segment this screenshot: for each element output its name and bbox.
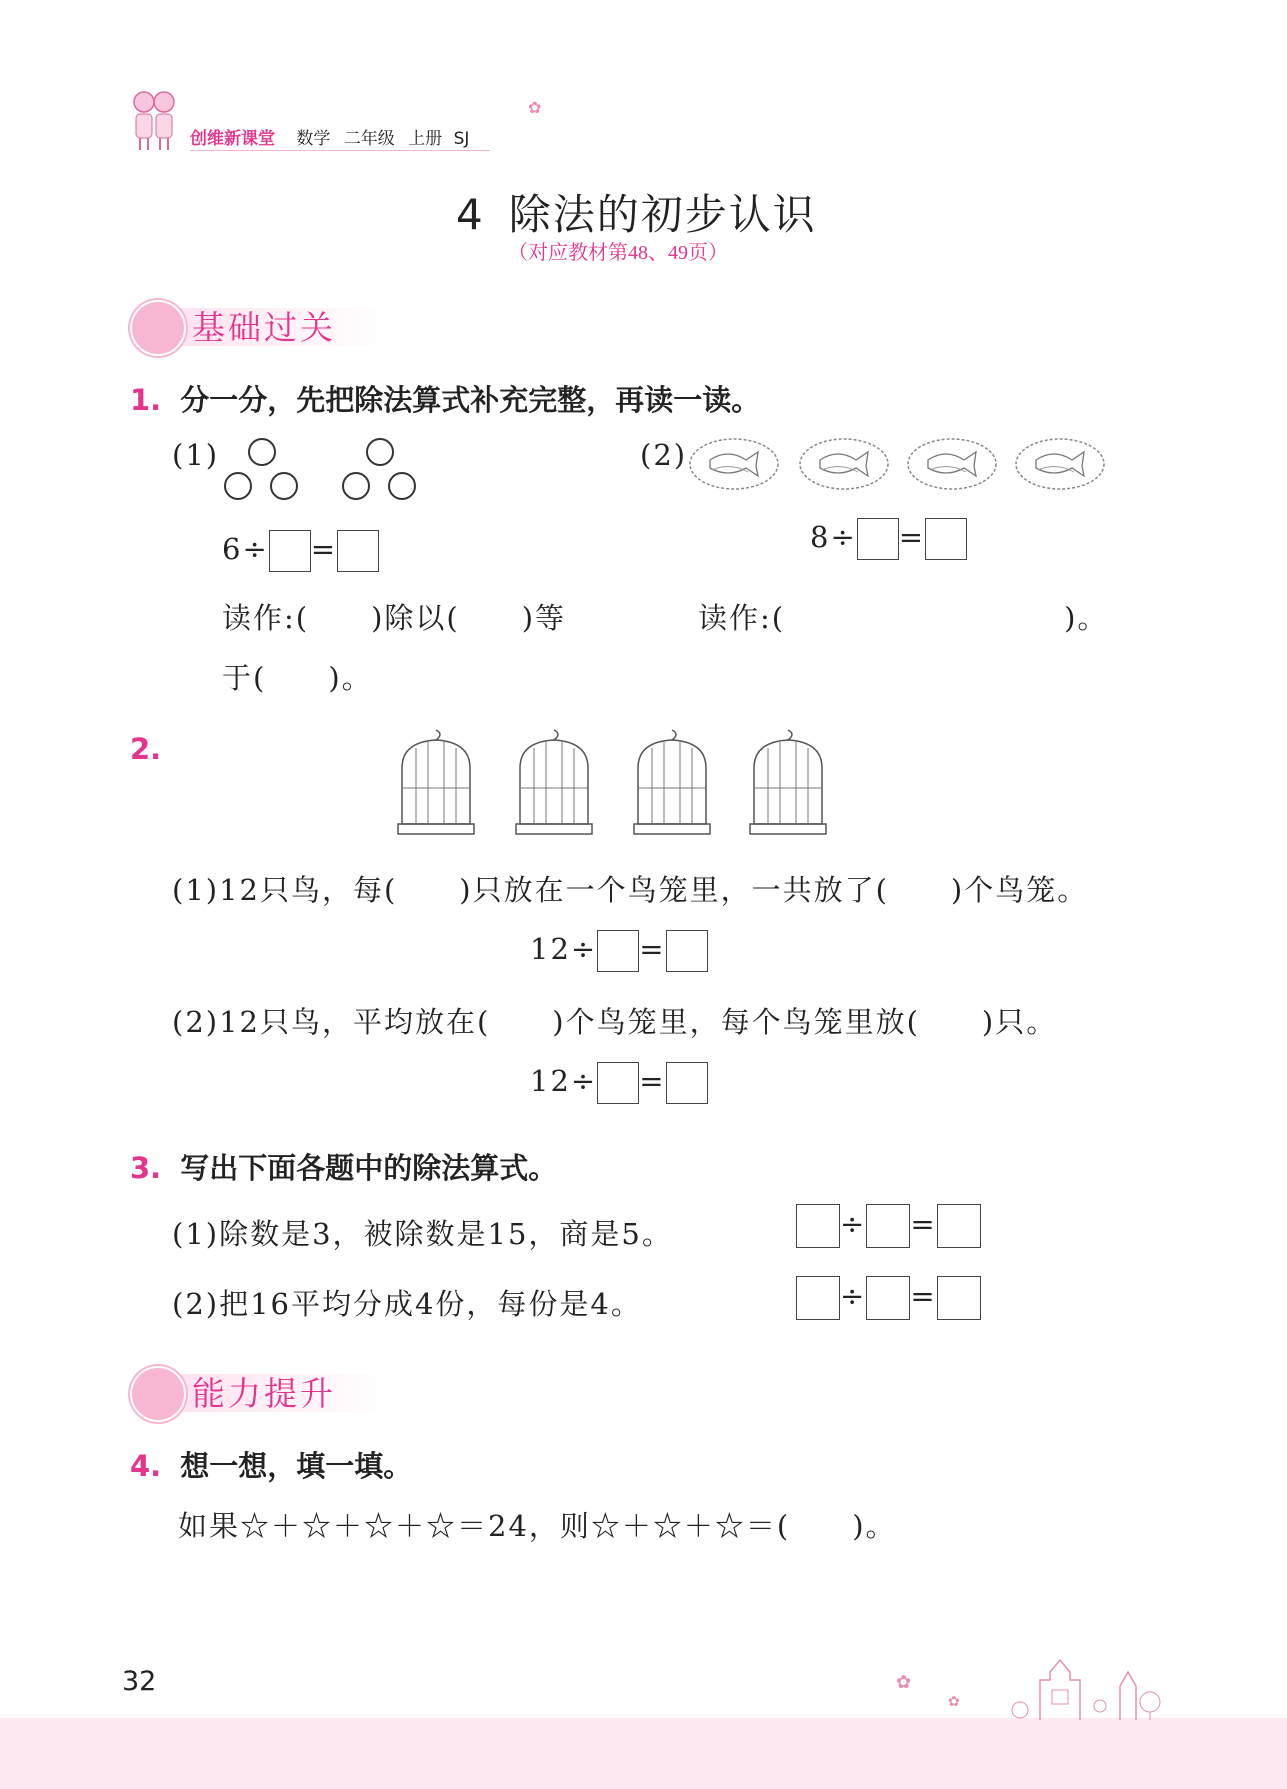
q1-part1-read-line2: 于( )。 [222,661,373,695]
q2-part1-text: (1)12只鸟，每( )只放在一个鸟笼里，一共放了( )个鸟笼。 [172,873,1089,907]
circle-shape [248,438,276,466]
header-edition: SJ [453,129,470,149]
equation-divide: ÷ [840,1207,867,1241]
q3-part1-text: (1)除数是3，被除数是15，商是5。 [172,1217,673,1251]
answer-box[interactable] [796,1276,840,1320]
page-title [456,182,817,242]
q3-part2-text: (2)把16平均分成4份，每份是4。 [172,1287,642,1321]
q1-part1-label: (1) [172,438,220,472]
header-brand: 创维新课堂 [190,129,275,149]
equation-equals: = [910,1207,937,1241]
q2-part1-equation [530,930,708,972]
q2-part2-equation [530,1062,708,1104]
q3-part2-equation [796,1276,981,1320]
question-2-number: 2. [130,732,162,766]
header-volume: 上册 [408,129,443,149]
equation-equals: = [310,532,338,566]
q1-part2-read: 读作:( )。 [698,601,1109,635]
question-number: 1. [130,383,162,417]
butterfly-icon: ✿ [528,98,542,117]
footer-band [0,1718,1287,1789]
question-4-heading [130,1444,412,1485]
answer-box[interactable] [866,1204,910,1248]
answer-box[interactable] [269,530,311,572]
section-banner-basic [130,300,390,346]
header-subject: 数学 [296,129,331,149]
answer-box[interactable] [925,518,967,560]
page-number: 32 [122,1666,157,1697]
header-rule [190,150,490,151]
banner-label: 基础过关 [192,308,336,347]
answer-box[interactable] [937,1276,981,1320]
circle-shape [270,472,298,500]
q1-part2-equation [810,518,967,560]
circle-shape [224,472,252,500]
fish-plate-image [1014,436,1106,492]
flower-icon: ✿ [896,1672,912,1693]
question-3-heading [130,1146,557,1187]
fish-plate-image [798,436,890,492]
flower-icon: ✿ [948,1694,960,1710]
birdcage-image [514,728,594,838]
equation-divide: ÷ [840,1279,867,1313]
question-text: 写出下面各题中的除法算式。 [180,1151,558,1185]
birdcage-image [748,728,828,838]
header-line [190,124,469,149]
q1-part2-label: (2) [640,438,688,472]
q1-part1-equation [222,530,379,572]
birdcage-image [396,728,476,838]
header-grade: 二年级 [343,129,395,149]
girl-icon [130,300,186,356]
monkey-icon [130,1366,186,1422]
equation-equals: = [639,1064,666,1098]
answer-box[interactable] [937,1204,981,1248]
answer-box[interactable] [337,530,379,572]
q4-line: 如果☆＋☆＋☆＋☆＝24，则☆＋☆＋☆＝( )。 [178,1509,897,1543]
page-subtitle: （对应教材第48、49页） [508,242,728,264]
answer-box[interactable] [666,1062,708,1104]
section-banner-advanced [130,1366,390,1412]
equation-prefix: 6÷ [222,532,269,566]
answer-box[interactable] [866,1276,910,1320]
q1-part1-read-line1: 读作:( )除以( )等 [222,601,567,635]
question-number: 4. [130,1449,162,1483]
q2-part2-text: (2)12只鸟，平均放在( )个鸟笼里，每个鸟笼里放( )只。 [172,1005,1058,1039]
header-mascot [128,88,180,154]
answer-box[interactable] [857,518,899,560]
fish-plate-image [906,436,998,492]
castle-icon [990,1650,1170,1720]
circle-shape [388,472,416,500]
equation-prefix: 12÷ [530,932,598,966]
equation-equals: = [639,932,666,966]
equation-prefix: 12÷ [530,1064,598,1098]
answer-box[interactable] [597,1062,639,1104]
fish-plate-image [688,436,780,492]
title-number: 4 [456,190,485,239]
question-1-heading [130,378,760,419]
equation-equals: = [910,1279,937,1313]
banner-label: 能力提升 [192,1374,336,1413]
title-text: 除法的初步认识 [508,190,817,239]
circle-shape [366,438,394,466]
circle-shape [342,472,370,500]
equation-equals: = [898,520,926,554]
birdcage-image [632,728,712,838]
answer-box[interactable] [597,930,639,972]
q3-part1-equation [796,1204,981,1248]
answer-box[interactable] [796,1204,840,1248]
answer-box[interactable] [666,930,708,972]
question-number: 3. [130,1151,162,1185]
question-text: 分一分，先把除法算式补充完整，再读一读。 [180,383,761,417]
equation-prefix: 8÷ [810,520,857,554]
question-text: 想一想，填一填。 [180,1449,413,1483]
